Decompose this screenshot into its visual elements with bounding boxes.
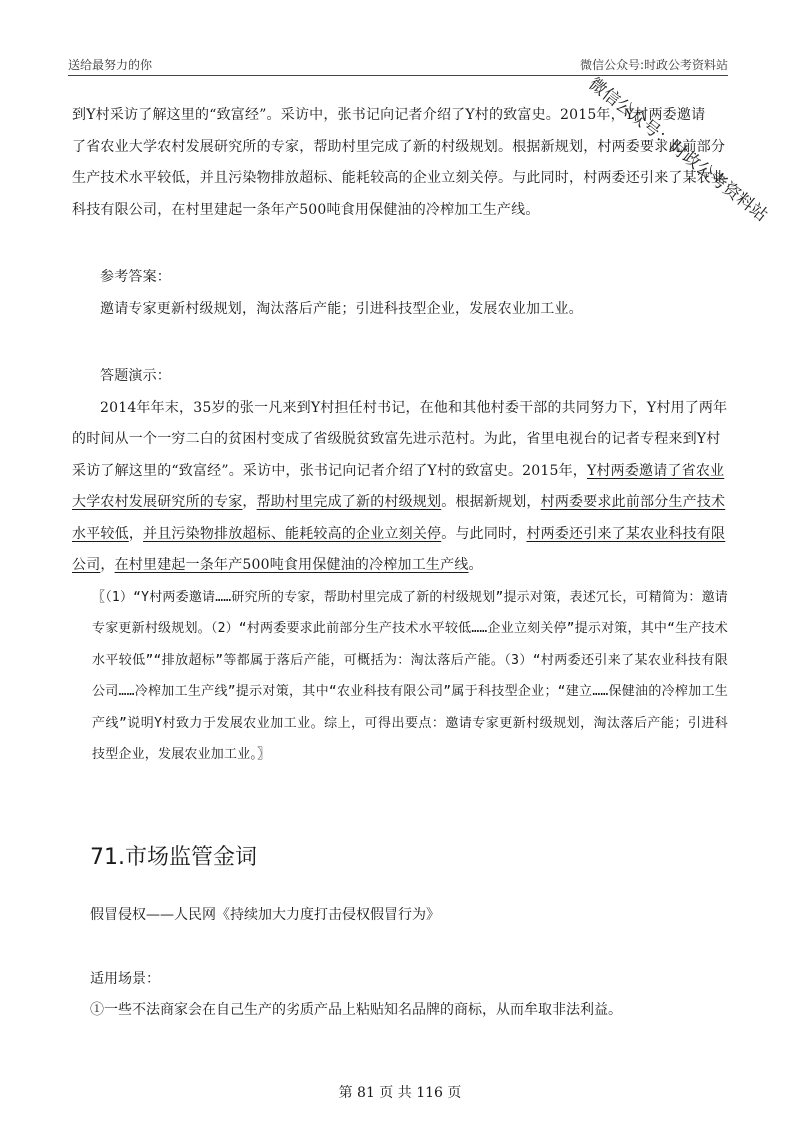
underlined-phrase: 并且污染物排放超标、能耗较高的企业立刻关停 (143, 525, 442, 542)
scene-label: 适用场景： (90, 970, 160, 987)
reference-label: 参考答案： (100, 269, 171, 285)
demo-label: 答题演示： (100, 368, 171, 384)
page-body (72, 100, 728, 771)
underlined-phrase: 帮助村里完成了新的村级规划 (256, 494, 442, 510)
demo-text: 。根据新规划， (441, 494, 541, 510)
demo-text: ， (242, 494, 257, 510)
page-footer: 第 81 页 共 116 页 (338, 1085, 462, 1101)
underlined-phrase: Y村两委邀请了省农业大学农村发展研究所的专家 (72, 462, 725, 510)
section-subtitle: 假冒侵权——人民网《持续加大力度打击侵权假冒行为》 (90, 907, 440, 923)
scene-item: ①一些不法商家会在自己生产的劣质产品上粘贴知名品牌的商标，从而牟取非法利益。 (90, 1002, 622, 1018)
paragraph-line: 到Y村采访了解这里的“致富经”。采访中，张书记向记者介绍了Y村的致富史。2015年，Y村两委邀请 (72, 107, 706, 123)
watermark: 微信公众号：时政公考资料站 (584, 73, 772, 226)
reference-text: 邀请专家更新村级规划，淘汰落后产能；引进科技型企业，发展农业加工业。 (100, 300, 583, 317)
underlined-phrase: 村两委要求此前部分生产技术水平较低 (72, 494, 726, 542)
header-divider (68, 75, 728, 76)
section-body (90, 900, 730, 1027)
demo-text: 2014年年末，35岁的张一凡来到Y村担任村书记，在他和其他村委干部的共同努力下，Y村用了两年的时间从一个一穷二白的贫困村变成了省级脱贫致富先进示范村。为此，省里电视台的记者专程来到Y村采访了解这里的“致富经”。采访中，张书记向记者介绍了Y村的致富史。2015年， (72, 399, 728, 479)
paragraph-line: 科技有限公司，在村里建起一条年产500吨食用保健油的冷榨加工生产线。 (72, 201, 540, 218)
section-title: 71.市场监管金词 (90, 845, 257, 870)
demo-text: ， (128, 525, 144, 542)
demo-text: 。与此同时， (441, 525, 527, 542)
header-right-text: 微信公众号:时政公考资料站 (579, 58, 728, 72)
underlined-phrase: 在村里建起一条年产500吨食用保健油的冷榨加工生产线 (114, 557, 469, 573)
underlined-phrase: 村两委还引来了某农业科技有限公司 (72, 525, 726, 573)
demo-text: ， (100, 557, 115, 573)
demo-text: 。 (468, 557, 483, 573)
analysis-block: 〖（1）“Y村两委邀请……研究所的专家，帮助村里完成了新的村级规划”提示对策，表述冗长，可精简为：邀请专家更新村级规划。（2）“村两委要求此前部分生产技术水平较低……企业立刻关停”提示对策，其中“生产技术水平较低”“排放超标”等都属于落后产能，可概括为：淘汰落后产能。（3）“村两委还引来了某农业科技有限公司……冷榨加工生产线”提示对策，其中“农业科技有限公司”属于科技型企业；“建立……保健油的冷榨加工生产线”说明Y村致力于发展农业加工业。综上，可得出要点：邀请专家更新村级规划，淘汰落后产能；引进科技型企业，发展农业加工业。〗 (92, 589, 728, 762)
paragraph-line: 了省农业大学农村发展研究所的专家，帮助村里完成了新的村级规划。根据新规划，村两委要求此前部分 (72, 138, 726, 155)
demo-paragraph (72, 393, 728, 582)
header-left-text: 送给最努力的你 (68, 58, 153, 72)
paragraph-line: 生产技术水平较低，并且污染物排放超标、能耗较高的企业立刻关停。与此同时，村两委还引来了某农业 (72, 170, 726, 186)
